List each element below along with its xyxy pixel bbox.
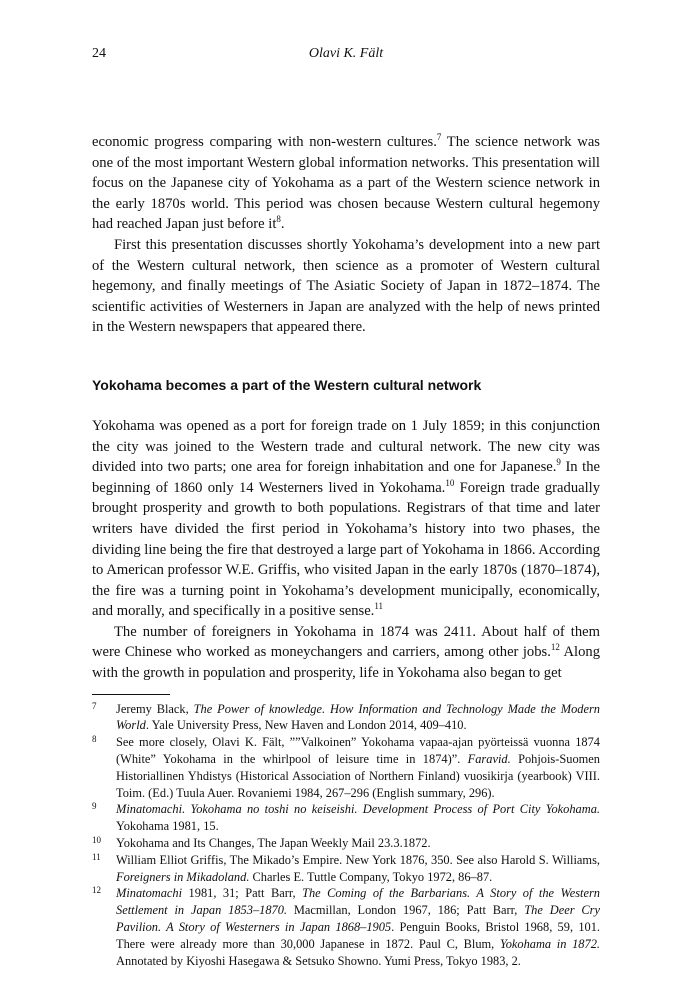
section-heading: Yokohama becomes a part of the Western cultural network — [92, 376, 482, 393]
text-run: 1981, 31; Patt Barr, — [182, 886, 303, 901]
text-run: In the beginning of 1860 only 14 Westerners lived in Yokohama. — [92, 459, 600, 496]
footnote-divider — [92, 694, 170, 695]
footnote-text — [116, 802, 600, 833]
footnote-number: 11 — [92, 851, 101, 862]
footnote-text — [116, 886, 600, 967]
italic-text: Minatomachi — [116, 886, 183, 901]
text-run: Foreign trade gradually brought prosperity and growth to both populations. Registrars of that time and later writers have divided the first period in Yokohama’s history into two phases, the dividing line being the fire that destroyed a large part of Yokohama in 1866. According to American professor W.E. Griffis, who visited Japan in the early 1870s (1870–1874), the fire was a turning point in Yokohama’s development municipally, economically, and morally, and specifically in a positive sense. — [92, 479, 600, 620]
footnote-number: 7 — [92, 700, 97, 711]
footnote — [92, 701, 600, 735]
text-run: Yokohama and Its Changes, The Japan Weekly Mail 23.3.1872. — [116, 836, 431, 851]
paragraph — [92, 235, 600, 338]
paragraph — [92, 622, 600, 684]
page-number: 24 — [92, 46, 106, 61]
paragraph — [92, 132, 600, 235]
footnote-number: 10 — [92, 835, 101, 846]
footnote-text — [116, 702, 600, 733]
footnote-number: 9 — [92, 801, 97, 812]
italic-text: The Power of knowledge. How Information and Technology Made the Modern World — [116, 701, 600, 733]
running-head: Olavi K. Fält — [308, 46, 384, 61]
footnote-ref: 8 — [276, 214, 281, 225]
text-run: First this presentation discusses shortly Yokohama’s development into a new part of the Western cultural network, then science as a promoter of Western cultural hegemony, and finally meetings of The Asiatic Society of Japan in 1872–1874. The scientific activities of Westerners in Japan are analyzed with the help of news printed in the Western newspapers that appeared there. — [92, 236, 600, 336]
text-run: William Elliot Griffis, The Mikado’s Empire. New York 1876, 350. See also Harold S. Williams, — [116, 852, 600, 867]
footnote — [92, 885, 600, 969]
body-text — [92, 132, 600, 684]
footnote — [92, 801, 600, 835]
text-run: Along with the growth in population and prosperity, life in Yokohama also began to get — [92, 644, 601, 682]
footnote — [92, 835, 600, 852]
footnote-text — [116, 836, 431, 850]
footnote-number: 8 — [92, 734, 97, 745]
footnote-text — [116, 735, 600, 799]
text-run: Jeremy Black, — [116, 701, 194, 716]
italic-text: The Coming of the Barbarians. A Story of the Western Settlement in Japan 1853–1870. — [116, 886, 600, 918]
footnote-ref: 7 — [436, 132, 442, 143]
italic-text: Minatomachi. Yokohama no toshi no keiseishi. Development Process of Port City Yokohama. — [116, 802, 600, 817]
text-run: . Penguin Books, Bristol 1968, 59, 101. There were already more than 30,000 Japanese in 1872. Paul C, Blum, — [116, 920, 600, 951]
footnote — [92, 852, 600, 886]
footnotes — [92, 701, 600, 970]
italic-text: Foreigners in Mikadoland. — [116, 869, 250, 884]
footnote-number: 12 — [92, 885, 101, 896]
text-run: Yokohama was opened as a port for foreign trade on 1 July 1859; in this conjunction the city was joined to the Western trade and cultural network. The new city was divided into two parts; one area for foreign inhabitation and one for Japanese. — [92, 417, 600, 476]
text-run: Annotated by Kiyoshi Hasegawa & Setsuko Showno. Yumi Press, Tokyo 1983, 2. — [116, 953, 521, 968]
footnote — [92, 734, 600, 801]
page-header — [92, 46, 600, 66]
text-run: economic progress comparing with non-western cultures. — [92, 134, 437, 150]
italic-text: Yokohama in 1872. — [499, 936, 600, 951]
paragraph — [92, 416, 600, 622]
text-run: Macmillan, London 1967, 186; Patt Barr, — [287, 903, 525, 918]
text-run: Pohjois-Suomen Historiallinen Yhdistys (Historical Association of Northern Finland) vuosikirja (yearbook) VIII. Toim. (Ed.) Tuula Auer. Rovaniemi 1984, 267–296 (English summary, 296). — [116, 752, 600, 800]
footnote-ref: 12 — [550, 642, 560, 653]
document-page — [92, 46, 600, 969]
footnote-ref: 11 — [374, 601, 384, 612]
text-run: . Yale University Press, New Haven and London 2014, 409–410. — [145, 718, 467, 733]
footnote-ref: 10 — [445, 477, 455, 488]
text-run: Yokohama 1981, 15. — [116, 819, 219, 834]
footnote-text — [116, 853, 600, 884]
footnote-ref: 9 — [556, 457, 561, 468]
italic-text: The Deer Cry Pavilion. A Story of Westerners in Japan 1868–1905 — [116, 903, 600, 935]
text-run: See more closely, Olavi K. Fält, ””Valkoinen” Yokohama vapaa-ajan pyörteissä vuonna 1874 (White” Yokohama in the whirlpool of leisure time in 1874)”. — [116, 735, 600, 767]
text-run: . — [280, 216, 285, 233]
text-run: The number of foreigners in Yokohama in 1874 was 2411. About half of them were Chinese who worked as moneychangers and carriers, among other jobs. — [92, 623, 600, 661]
text-run: Charles E. Tuttle Company, Tokyo 1972, 86–87. — [249, 869, 493, 884]
text-run: The science network was one of the most important Western global information networks. This presentation will focus on the Japanese city of Yokohama as a part of the Western science network in the early 1870s world. This period was chosen because Western cultural hegemony had reached Japan just before it — [92, 134, 600, 233]
italic-text: Faravid. — [467, 752, 511, 767]
